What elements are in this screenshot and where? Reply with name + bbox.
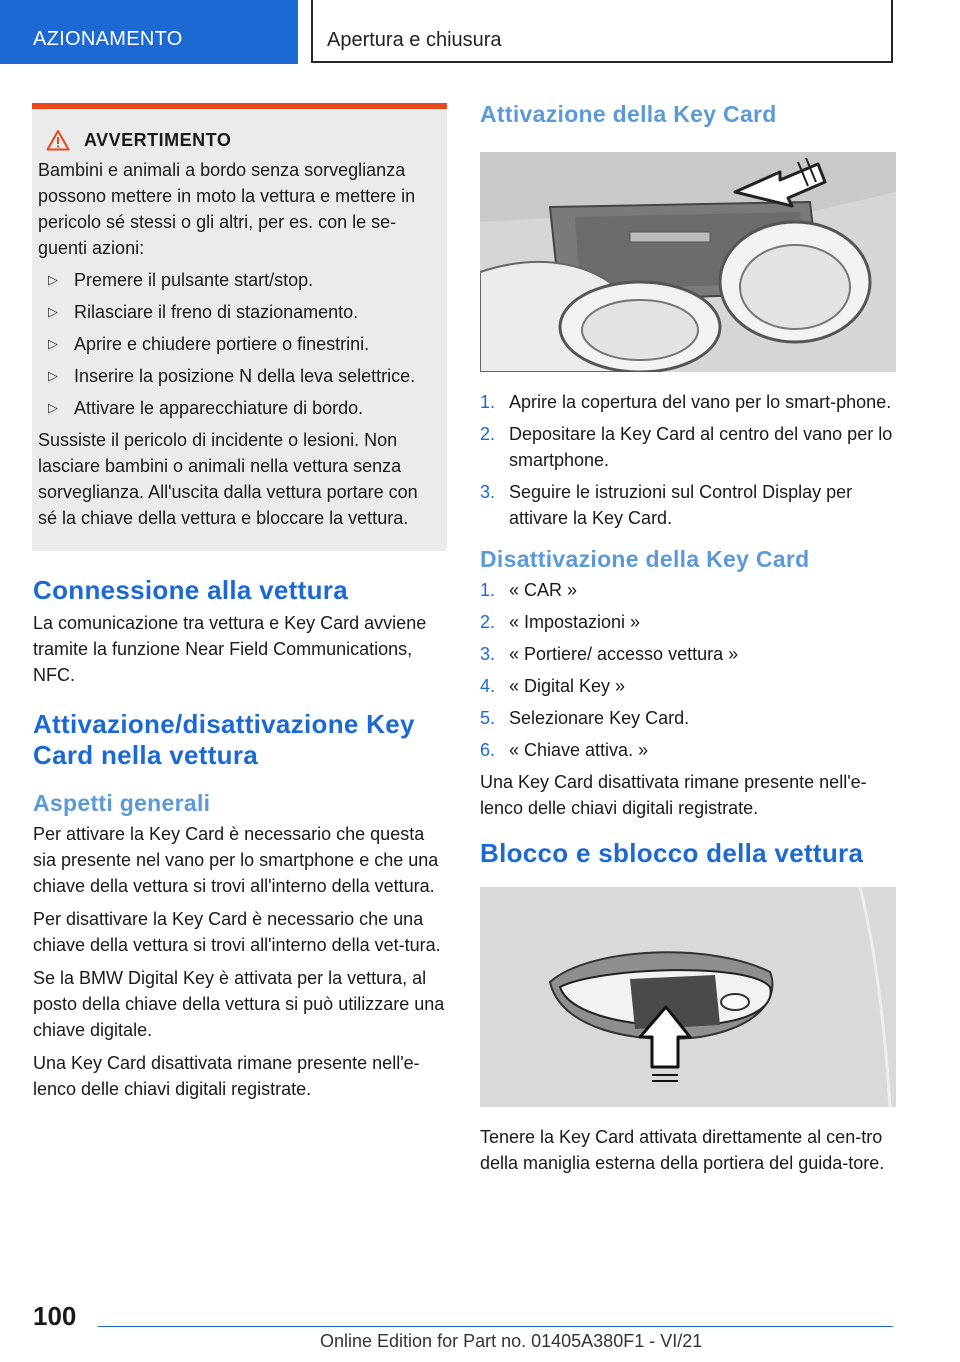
list-item: 2. Depositare la Key Card al centro del vano per lo smartphone. [480, 424, 893, 470]
chapter-tab [311, 0, 893, 63]
list-item: ▷ Inserire la posizione N della leva selettrice. [48, 363, 437, 389]
deactivation-steps [480, 577, 896, 763]
smartphone-tray-illustration [480, 152, 896, 372]
paragraph-connection: La comunicazione tra vettura e Key Card avviene tramite la funzione Near Field Communications, NFC. [33, 613, 427, 685]
section-tab [0, 0, 298, 64]
heading-connection: Connessione alla vettura [33, 575, 348, 605]
list-item: 5. Selezionare Key Card. [480, 708, 690, 728]
bullet-triangle-icon: ▷ [48, 272, 58, 287]
list-item: 3. Seguire le istruzioni sul Control Display per attivare la Key Card. [480, 482, 853, 528]
list-item: 4. « Digital Key » [480, 676, 626, 696]
page-number: 100 [33, 1301, 77, 1331]
paragraph-deactivated-card: Una Key Card disattivata rimane presente nell'e-lenco delle chiavi digitali registrate. [33, 1053, 420, 1099]
list-item: ▷ Premere il pulsante start/stop. [48, 267, 437, 293]
list-item: ▷ Rilasciare il freno di stazionamento. [48, 299, 437, 325]
heading-activation: Attivazione/disattivazione Key Card nella vettura [33, 709, 415, 770]
activation-steps [480, 389, 896, 531]
paragraph-deactivate-requirement: Per disattivare la Key Card è necessario che una chiave della vettura si trovi all'interno della vet-tura. [33, 909, 441, 955]
paragraph-activate-requirement: Per attivare la Key Card è necessario che questa sia presente nel vano per lo smartphone e che una chiave della vettura si trovi all'interno della vettura. [33, 824, 439, 896]
section-label: AZIONAMENTO [33, 28, 183, 50]
right-column [480, 100, 896, 1183]
bullet-triangle-icon: ▷ [48, 400, 58, 415]
list-item: 1. Aprire la copertura del vano per lo smart-phone. [480, 392, 892, 412]
edition-note: Online Edition for Part no. 01405A380F1 - VI/21 [320, 1331, 703, 1351]
bullet-triangle-icon: ▷ [48, 368, 58, 383]
left-column [33, 575, 448, 1109]
warning-closing: Sussiste il pericolo di incidente o lesioni. Non lasciare bambini o animali nella vettura senza sorveglianza. All'uscita dalla vettura portare con sé la chiave della vettura e bloccare la vettura. [38, 430, 418, 528]
heading-general: Aspetti generali [33, 790, 211, 816]
warning-triangle-icon [46, 129, 70, 151]
list-item: 3. « Portiere/ accesso vettura » [480, 644, 739, 664]
paragraph-digital-key: Se la BMW Digital Key è attivata per la vettura, al posto della chiave della vettura si può utilizzare una chiave digitale. [33, 968, 445, 1040]
list-item: 2. « Impostazioni » [480, 612, 641, 632]
warning-intro: Bambini e animali a bordo senza sorveglianza possono mettere in moto la vettura e mettere in pericolo sé stessi o gli altri, per es. con le se-guenti azioni: [38, 160, 416, 258]
list-item: ▷ Aprire e chiudere portiere o finestrini. [48, 331, 437, 357]
list-item: 6. « Chiave attiva. » [480, 740, 649, 760]
chapter-label: Apertura e chiusura [327, 29, 502, 51]
paragraph-deactivated-card: Una Key Card disattivata rimane presente nell'e-lenco delle chiavi digitali registrate. [480, 772, 867, 818]
heading-lock-unlock: Blocco e sblocco della vettura [480, 838, 864, 868]
list-item: 1. « CAR » [480, 580, 578, 600]
warning-title: AVVERTIMENTO [84, 129, 232, 150]
warning-box [32, 103, 447, 551]
bullet-triangle-icon: ▷ [48, 336, 58, 351]
bullet-triangle-icon: ▷ [48, 304, 58, 319]
list-item: ▷ Attivare le apparecchiature di bordo. [48, 395, 437, 421]
warning-header [46, 129, 437, 151]
heading-deactivate-key-card: Disattivazione della Key Card [480, 546, 810, 572]
door-handle-illustration [480, 887, 896, 1107]
footer-divider [98, 1326, 893, 1327]
heading-activate-key-card: Attivazione della Key Card [480, 101, 777, 127]
warning-list [38, 267, 437, 421]
paragraph-lock-instruction: Tenere la Key Card attivata direttamente al cen-tro della maniglia esterna della portiera del guida-tore. [480, 1127, 885, 1173]
